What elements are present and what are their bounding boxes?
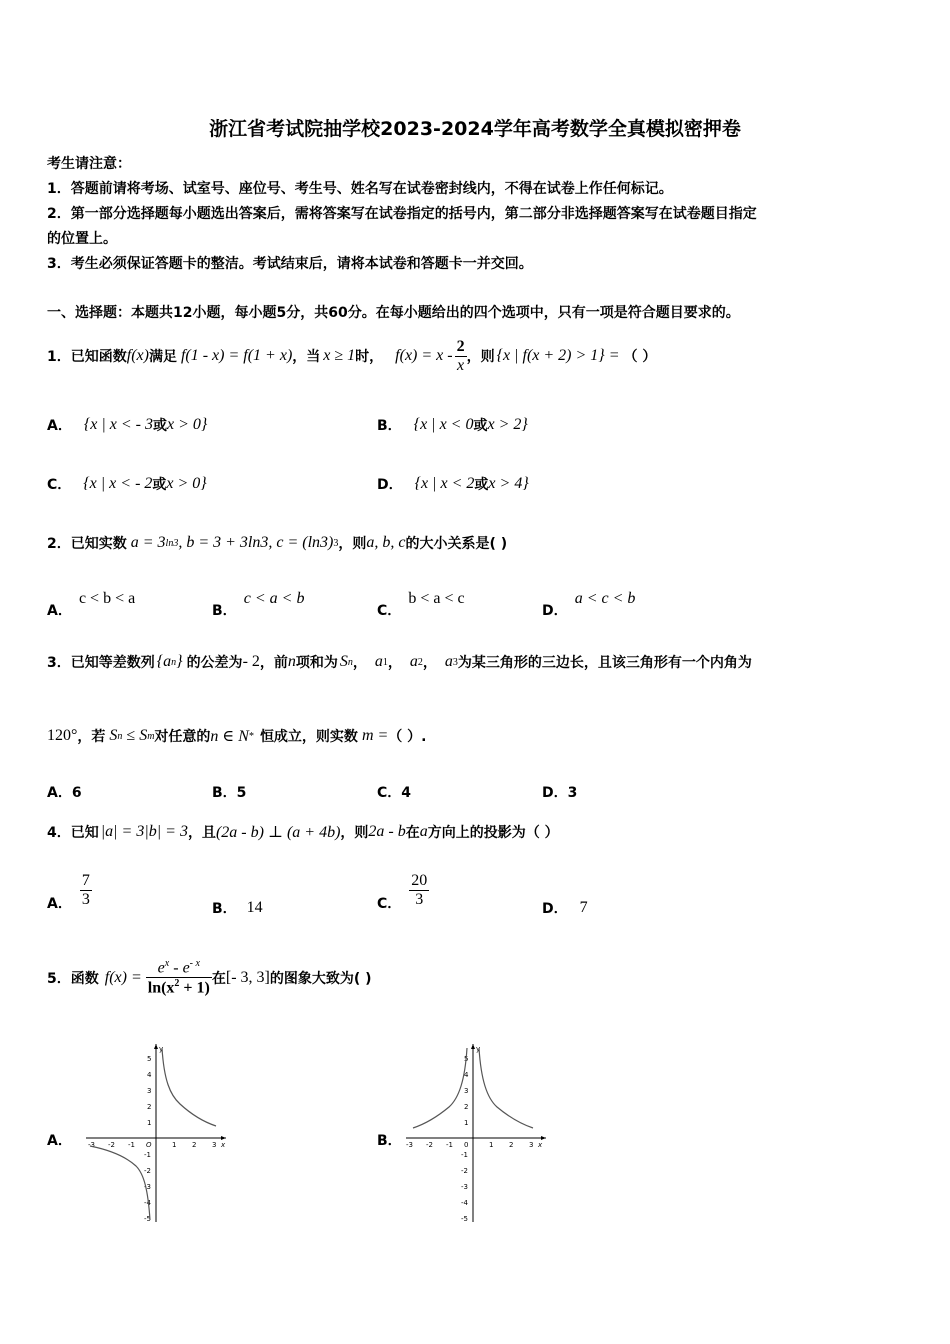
question-1 [47, 336, 656, 376]
q3-number: 3．已知等差数列 [47, 655, 155, 671]
q1-fx-def: f(x) = x - [395, 347, 453, 364]
question-5 [47, 958, 372, 998]
q4-option-c-label: C． [377, 895, 402, 912]
q5-number: 5．函数 [47, 970, 99, 987]
question-3-line-2 [47, 726, 427, 746]
q4-number: 4．已知 [47, 825, 99, 841]
q2-text-2: 的大小关系是( ) [405, 536, 508, 552]
q4-option-c-frac [409, 872, 429, 909]
q5-num-e1: e [157, 959, 165, 977]
q1-option-a-or: 或 [152, 418, 167, 434]
q5-denominator [146, 978, 212, 997]
q3-ineq-n: n [117, 730, 123, 742]
graph-b-xtick-4: 1 [489, 1141, 494, 1149]
graph-a-ytick-4: 4 [147, 1071, 152, 1079]
q2-number: 2．已知实数 [47, 536, 127, 552]
q3-a1-sub: 1 [382, 656, 388, 668]
q2-option-a-text: c < b < a [78, 590, 136, 607]
page-title: 浙江省考试院抽学校2023-2024学年高考数学全真模拟密押卷 [209, 118, 741, 140]
q5-interval: [- 3, 3] [225, 968, 270, 986]
q1-option-c-label: C． [47, 477, 72, 493]
graph-a-ytick-m2: -2 [144, 1167, 151, 1175]
q5-numerator [156, 958, 202, 977]
q1-option-b-or: 或 [473, 418, 488, 434]
q1-frac-num: 2 [456, 337, 465, 355]
q5-graph-a[interactable] [80, 1040, 230, 1225]
graph-b-xtick-1: -2 [426, 1141, 433, 1149]
q4-option-a[interactable] [47, 872, 92, 912]
q4-text-1: ，且 [187, 825, 216, 841]
graph-a-xtick-4: 1 [172, 1141, 177, 1149]
graph-b-ytick-5: 5 [464, 1055, 469, 1063]
q4-a: a [419, 823, 428, 840]
graph-b-curve-left [413, 1048, 467, 1128]
q1-condition: f(1 - x) = f(1 + x) [180, 347, 293, 364]
q3-angle: 120° [47, 727, 78, 744]
graph-a-x-arrow [221, 1136, 226, 1140]
graph-b-ytick-2: 2 [464, 1103, 469, 1111]
q1-text-3: 时， [355, 349, 384, 365]
q3-text-3: 项和为 [295, 655, 338, 671]
q4-option-a-num: 7 [81, 872, 90, 889]
q2-option-c-text: b < a < c [408, 590, 465, 607]
q2-option-c-label: C． [377, 603, 402, 619]
q5-den-exp: 2 [174, 978, 180, 990]
q3-option-d[interactable]: D．3 [542, 785, 578, 801]
graph-b-curve-right [479, 1048, 533, 1128]
question-4 [47, 822, 559, 842]
graph-a-xtick-5: 2 [192, 1141, 197, 1149]
q5-fraction [146, 958, 212, 998]
q4-option-c-num: 20 [411, 872, 428, 889]
q1-option-d-set2: x > 4} [488, 475, 529, 492]
q1-text-2: ，当 [292, 349, 321, 365]
q4-text-4: 方向上的投影为（ ） [427, 825, 559, 841]
q5-num-exp1: x [164, 958, 170, 969]
graph-b-ytick-m4: -4 [461, 1199, 468, 1207]
graph-b-ytick-3: 3 [464, 1087, 469, 1095]
graph-b-xtick-2: -1 [446, 1141, 453, 1149]
q1-option-a-set2: x > 0} [166, 416, 208, 433]
notice-line-1: 1．答题前请将考场、试室号、座位号、考生号、姓名写在试卷密封线内，不得在试卷上作任何标记。 [47, 181, 673, 197]
q3-a1: a [374, 653, 383, 670]
graph-a-curve-left [90, 1146, 150, 1220]
q3-text-6: ，若 [77, 729, 106, 745]
q2-expr-a: a = 3 [130, 534, 166, 551]
q4-option-b[interactable] [212, 898, 263, 918]
q3-text-8: 恒成立，则实数 [259, 729, 358, 745]
q5-num-mid: - e [169, 959, 190, 977]
graph-b-x-arrow [541, 1136, 546, 1140]
q5-den-end: + 1) [179, 979, 210, 997]
graph-b-ytick-m3: -3 [461, 1183, 468, 1191]
q3-a3: a [444, 653, 453, 670]
q2-option-c[interactable] [377, 588, 465, 619]
graph-a-xtick-2: -1 [128, 1141, 135, 1149]
q3-common-diff: - 2 [242, 653, 260, 670]
q3-text-7: 对任意的 [154, 729, 211, 745]
notice-line-2a: 2．第一部分选择题每小题选出答案后，需将答案写在试卷指定的括号内，第二部分非选择题答案写在试卷题目指定 [47, 206, 757, 222]
graph-a-ytick-5: 5 [147, 1055, 152, 1063]
notice-heading: 考生请注意： [47, 156, 131, 172]
q4-text-2: ，则 [340, 825, 369, 841]
graph-b-xtick-6: 3 [529, 1141, 534, 1149]
q1-option-d[interactable] [377, 474, 529, 494]
q3-text-5: 为某三角形的三边长，且该三角形有一个内角为 [457, 655, 752, 671]
graph-a-ytick-m3: -3 [144, 1183, 151, 1191]
q3-N-star: * [248, 730, 254, 742]
q1-option-b[interactable] [377, 415, 528, 435]
q1-text-1: 满足 [148, 349, 177, 365]
graph-a-ytick-m4: -4 [144, 1199, 151, 1207]
q1-option-a-set: {x | x < - 3 [83, 416, 153, 433]
q2-option-b[interactable] [212, 588, 305, 619]
q2-option-d-text: a < c < b [574, 590, 636, 607]
q1-option-c[interactable] [47, 474, 207, 494]
graph-a-xtick-3: O [146, 1141, 152, 1149]
q2-exp-3: 3 [333, 537, 339, 549]
graph-b-xtick-0: -3 [406, 1141, 413, 1149]
notice-line-2b: 的位置上。 [47, 231, 117, 247]
q3-n: n [287, 653, 296, 670]
graph-a-xtick-1: -2 [108, 1141, 115, 1149]
graph-b-y-arrow [471, 1044, 475, 1049]
q1-option-c-or: 或 [152, 477, 167, 493]
q1-number: 1．已知函数 [47, 349, 127, 365]
q5-den-ln: ln(x [147, 979, 175, 997]
q3-text-9: （ ）. [388, 729, 427, 745]
graph-b-xtick-7: x [538, 1141, 543, 1149]
q3-ineq-S: S [109, 727, 118, 744]
q1-option-a-label: A． [47, 418, 72, 434]
graph-a-xtick-6: 3 [212, 1141, 217, 1149]
q3-an-close: } [176, 653, 183, 670]
q3-comma-2: ， [422, 655, 437, 671]
graph-a-y-label: y [159, 1045, 164, 1053]
q5-graph-b[interactable] [400, 1040, 550, 1225]
q3-m-eq: m = [361, 727, 389, 744]
q5-option-b-label[interactable]: B． [377, 1133, 402, 1149]
q2-option-a-label: A． [47, 603, 72, 619]
graph-a-ytick-1: 1 [147, 1119, 152, 1127]
q3-option-b[interactable]: B．5 [212, 785, 247, 801]
q4-option-d[interactable] [542, 898, 588, 918]
q3-ineq-Sm: ≤ S [126, 727, 148, 744]
q4-option-c[interactable] [377, 872, 429, 912]
q2-expr-bc: , b = 3 + 3ln3, c = (ln3) [178, 534, 334, 551]
q4-option-d-text: 7 [579, 899, 588, 916]
graph-b-xtick-5: 2 [509, 1141, 514, 1149]
q2-option-d[interactable] [542, 588, 636, 619]
q1-answer-paren: （ ） [623, 349, 657, 365]
q5-fx: f(x) = [104, 968, 142, 986]
q3-a3-sub: 3 [452, 656, 458, 668]
q1-set: {x | f(x + 2) > 1} = [496, 347, 620, 364]
q1-option-c-set2: x > 0} [166, 475, 207, 492]
q1-option-d-label: D． [377, 477, 403, 493]
q4-option-d-label: D． [542, 901, 568, 917]
q3-an: {a [156, 653, 172, 670]
q3-text-4: ， [352, 655, 367, 671]
q1-text-4: ，则 [466, 349, 495, 365]
graph-a-y-arrow [154, 1044, 158, 1049]
q4-option-c-den: 3 [415, 891, 424, 908]
graph-a-xtick-7: x [221, 1141, 226, 1149]
graph-b-y-label: y [476, 1045, 481, 1053]
q3-an-sub: n [171, 656, 177, 668]
graph-b-ytick-4: 4 [464, 1071, 469, 1079]
q3-Sn: S [339, 653, 348, 670]
q1-fx: f(x) [126, 347, 149, 364]
q1-option-c-set: {x | x < - 2 [83, 475, 153, 492]
graph-a-xtick-0: -3 [88, 1141, 95, 1149]
q4-option-a-frac [80, 872, 92, 909]
q1-fraction [455, 338, 467, 375]
q5-num-exp2: - x [189, 958, 200, 969]
q2-option-a[interactable] [47, 588, 136, 619]
graph-b-ytick-m2: -2 [461, 1167, 468, 1175]
question-2 [47, 533, 507, 553]
q5-option-a-label[interactable]: A． [47, 1133, 72, 1149]
q1-option-b-set2: x > 2} [487, 416, 528, 433]
q3-n-in-N: n ∈ N [210, 728, 249, 745]
q4-vector: 2a - b [368, 823, 406, 840]
q4-text-3: 在 [405, 825, 420, 841]
graph-a-curve-right [162, 1048, 216, 1126]
graph-b-ytick-m1: -1 [461, 1151, 468, 1159]
q3-ineq-m: m [147, 730, 155, 742]
q2-option-b-text: c < a < b [243, 590, 305, 607]
graph-b-ytick-1: 1 [464, 1119, 469, 1127]
q2-option-d-label: D． [542, 603, 568, 619]
q3-text-1: 的公差为 [186, 655, 243, 671]
q3-comma-1: ， [387, 655, 402, 671]
q4-option-b-label: B． [212, 901, 237, 917]
q4-perp: (2a - b) ⊥ (a + 4b) [215, 824, 341, 841]
q5-text-2: 的图象大致为( ) [269, 970, 372, 987]
q2-abc: a, b, c [366, 534, 406, 551]
q4-condition: |a| = 3|b| = 3 [100, 823, 188, 840]
q3-text-2: ，前 [259, 655, 288, 671]
q5-text-1: 在 [211, 970, 226, 987]
q1-option-d-or: 或 [474, 477, 489, 493]
q2-exp-ln3: ln3 [165, 537, 179, 549]
graph-a-ytick-3: 3 [147, 1087, 152, 1095]
q2-option-b-label: B． [212, 603, 237, 619]
q1-option-a[interactable] [47, 415, 207, 435]
graph-a-ytick-2: 2 [147, 1103, 152, 1111]
section-heading: 一、选择题：本题共12小题，每小题5分，共60分。在每小题给出的四个选项中，只有一项是符合题目要求的。 [47, 305, 740, 321]
q1-domain: x ≥ 1 [323, 347, 356, 364]
graph-b-x-ticks [406, 1141, 543, 1149]
graph-b-xtick-3: 0 [464, 1141, 469, 1149]
q4-option-a-den: 3 [81, 891, 90, 908]
q3-a2-sub: 2 [417, 656, 423, 668]
q3-Sn-sub: n [347, 656, 353, 668]
q3-option-c[interactable]: C．4 [377, 785, 412, 801]
graph-a-ytick-m5: -5 [144, 1215, 151, 1223]
q2-text-1: ，则 [338, 536, 367, 552]
graph-a-x-ticks [88, 1141, 226, 1149]
q4-option-a-label: A． [47, 895, 72, 912]
question-3-line-1 [47, 652, 752, 672]
graph-b-ytick-m5: -5 [461, 1215, 468, 1223]
q1-option-b-set: {x | x < 0 [413, 416, 474, 433]
q4-option-b-text: 14 [246, 899, 263, 916]
graph-a-ytick-m1: -1 [144, 1151, 151, 1159]
q1-frac-den: x [457, 356, 465, 374]
q1-option-d-set: {x | x < 2 [414, 475, 475, 492]
q3-a2: a [409, 653, 418, 670]
q1-option-b-label: B． [377, 418, 402, 434]
notice-line-3: 3．考生必须保证答题卡的整洁。考试结束后，请将本试卷和答题卡一并交回。 [47, 256, 533, 272]
q3-option-a[interactable]: A．6 [47, 785, 82, 801]
